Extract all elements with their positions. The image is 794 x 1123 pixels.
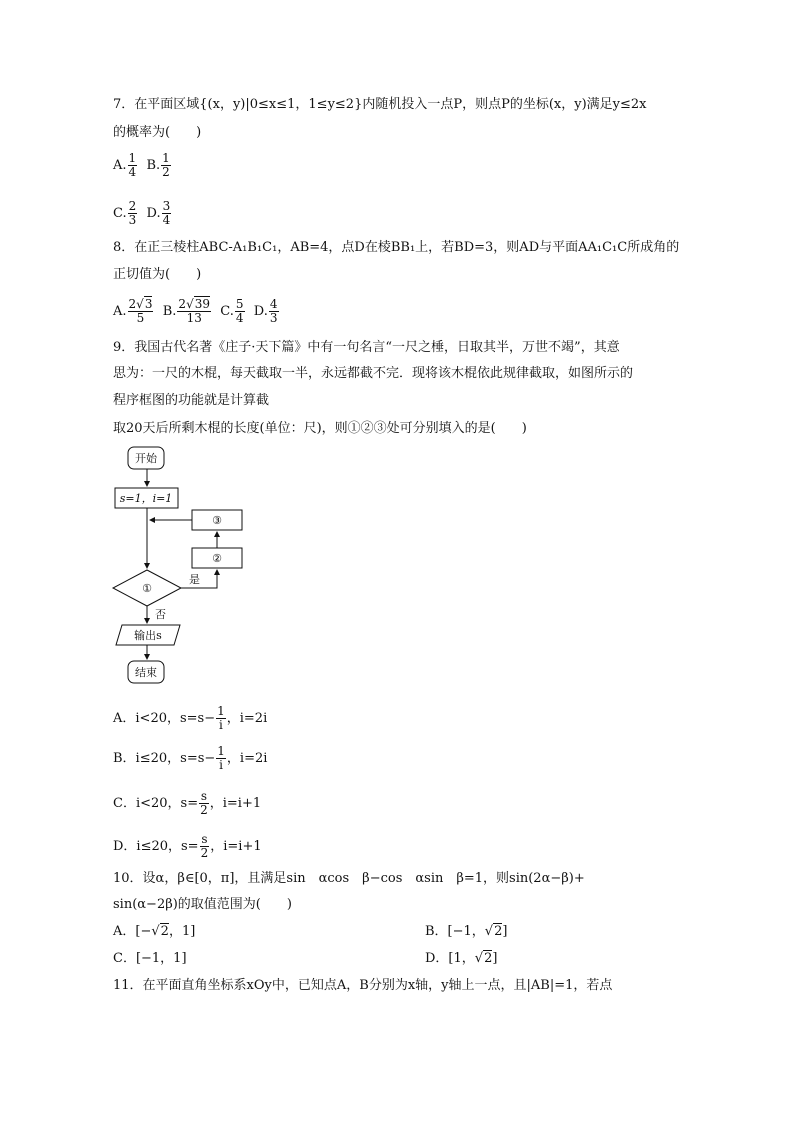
q9-option-a: A．i<20，s=s− $\frac{1}{i}$ ，i=2i (113, 704, 268, 732)
q7-stem-line1: 7．在平面区域{(x，y)|0≤x≤1，1≤y≤2}内随机投入一点P，则点P的坐标(x，y)满足y≤2x (113, 97, 647, 112)
flowchart-step2-label: ② (212, 552, 222, 565)
q8-c-fraction: $\frac{5}{4}$ (235, 297, 244, 325)
q9-option-b: B．i≤20，s=s− $\frac{1}{i}$ ，i=2i (113, 744, 268, 772)
q10-option-c: C．[−1，1] (113, 951, 187, 966)
q7-c-fraction: $\frac{2}{3}$ (128, 199, 137, 227)
flowchart-condition-label: ① (142, 582, 152, 595)
q10-stem-line2: sin(α−2β)的取值范围为( ) (113, 897, 292, 912)
q9-option-d: D．i≤20，s= $\frac{s}{2}$ ，i=i+1 (113, 832, 262, 860)
q8-b-fraction: $\frac{2√39}{13}$ (178, 297, 210, 325)
flowchart-no-label: 否 (155, 608, 166, 621)
q10-option-d: D．[1，√2] (425, 951, 498, 966)
flowchart-init-label: s=1，i=1 (119, 492, 173, 505)
q9-stem-line1: 9．我国古代名著《庄子·天下篇》中有一句名言“一尺之棰，日取其半，万世不竭”，其意 (113, 340, 620, 355)
q7-c-label: C. (113, 206, 127, 221)
q8-d-label: D. (253, 304, 268, 319)
flowchart-step3-label: ③ (212, 514, 222, 527)
q8-a-fraction: $\frac{2√3}{5}$ (128, 297, 153, 325)
q7-d-label: D. (146, 206, 161, 221)
q9-stem-line2: 思为：一尺的木棍，每天截取一半，永远都截不完．现将该木棍依此规律截取，如图所示的 (113, 366, 634, 381)
q8-c-label: C. (220, 304, 234, 319)
q10-option-a: A．[−√2，1] (113, 924, 196, 939)
flowchart-yes-label: 是 (189, 573, 200, 586)
flowchart-output-label: 输出s (134, 629, 162, 642)
q7-a-fraction: $\frac{1}{4}$ (128, 151, 137, 179)
flowchart-end-label: 结束 (135, 666, 157, 679)
q8-b-label: B. (162, 304, 177, 319)
q8-stem-line1: 8．在正三棱柱ABC-A₁B₁C₁，AB=4，点D在棱BB₁上，若BD=3，则AD与平面AA₁C₁C所成角的 (113, 240, 680, 255)
q7-a-label: A. (113, 158, 127, 173)
q7-b-fraction: $\frac{1}{2}$ (162, 151, 170, 179)
q9-option-c: C．i<20，s= $\frac{s}{2}$ ，i=i+1 (113, 789, 262, 817)
flowchart-start-label: 开始 (135, 452, 157, 465)
q11-stem-line1: 11．在平面直角坐标系xOy中，已知点A，B分别为x轴，y轴上一点，且|AB|=1，若点 (113, 978, 613, 993)
q8-stem-line2: 正切值为( ) (113, 267, 202, 282)
q7-stem-line2: 的概率为( ) (113, 125, 202, 140)
q10-option-b: B．[−1，√2] (425, 924, 508, 939)
q8-d-fraction: $\frac{4}{3}$ (269, 297, 278, 325)
q7-d-fraction: $\frac{3}{4}$ (162, 199, 171, 227)
q9-stem-line3: 程序框图的功能就是计算截 (113, 393, 270, 408)
q8-a-label: A. (113, 304, 127, 319)
q10-stem-line1: 10．设α，β∈[0，π]，且满足sin αcos β−cos αsin β=1，则sin(2α−β)+ (113, 871, 585, 886)
q9-stem-line4: 取20天后所剩木棍的长度(单位：尺)，则①②③处可分别填入的是( ) (113, 421, 527, 436)
q7-b-label: B. (146, 158, 161, 173)
